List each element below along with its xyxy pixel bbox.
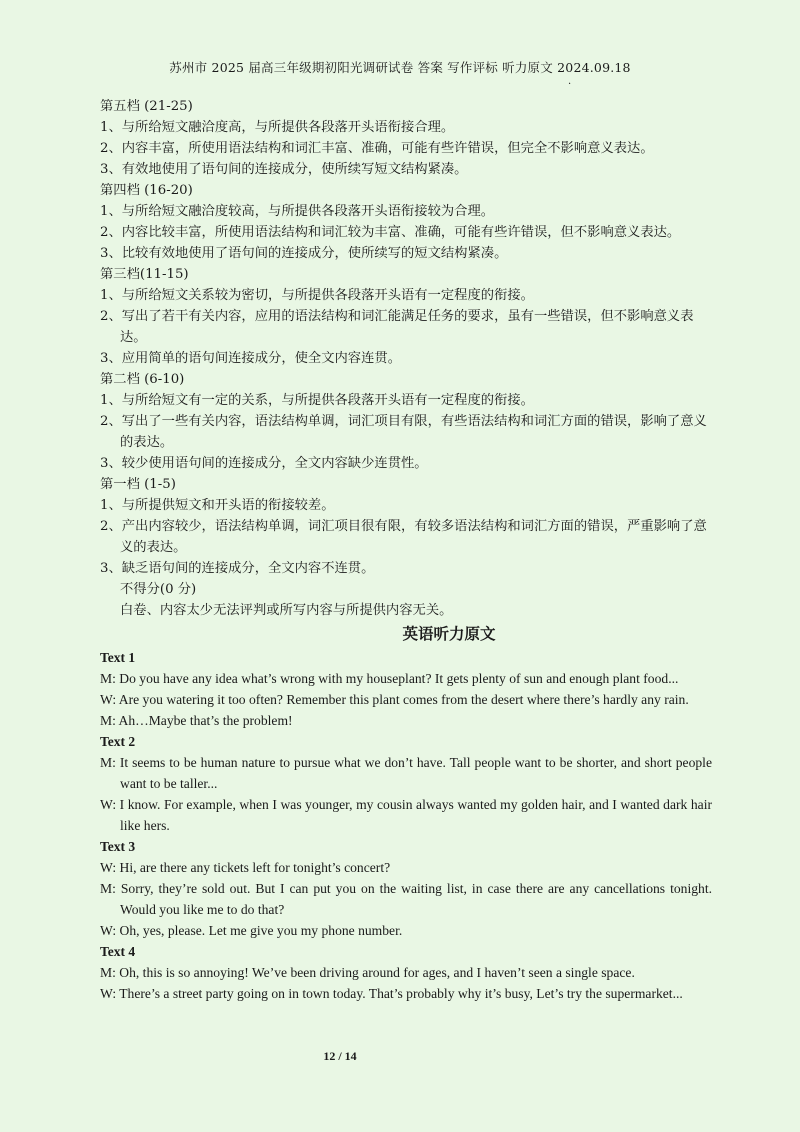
dialogue-line: W: There’s a street party going on in town today. That’s probably why it’s busy, Let’s try the supermarket... (100, 986, 683, 1001)
level1-heading: 第一档 (1-5) (100, 477, 176, 492)
dialogue-line: M: It seems to be human nature to pursue what we don’t have. Tall people want to be shorter, and short people want to be taller... (100, 755, 712, 791)
level4-item: 1、与所给短文融洽度较高，与所提供各段落开头语衔接较为合理。 (100, 204, 495, 219)
level5-item: 1、与所给短文融洽度高，与所提供各段落开头语衔接合理。 (100, 120, 455, 135)
dialogue-line: W: I know. For example, when I was younger, my cousin always wanted my golden hair, and I wanted dark hair like hers. (100, 797, 712, 833)
level5-item: 2、内容丰富，所使用语法结构和词汇丰富、准确，可能有些许错误，但完全不影响意义表达。 (100, 141, 654, 156)
level5-item: 3、有效地使用了语句间的连接成分，使所续写短文结构紧凑。 (100, 162, 468, 177)
text-heading: Text 4 (100, 944, 136, 959)
text-heading: Text 3 (100, 839, 136, 854)
page-content (100, 96, 712, 1004)
dialogue-line: M: Do you have any idea what’s wrong with my houseplant? It gets plenty of sun and enough plant food... (100, 671, 679, 686)
level2-item: 3、较少使用语句间的连接成分，全文内容缺少连贯性。 (100, 456, 428, 471)
listening-text-3 (100, 836, 712, 941)
level3-heading: 第三档(11-15) (100, 267, 189, 282)
level1-item: 3、缺乏语句间的连接成分，全文内容不连贯。 (100, 561, 375, 576)
level4-heading: 第四档 (16-20) (100, 183, 193, 198)
level4-item: 3、比较有效地使用了语句间的连接成分，使所续写的短文结构紧凑。 (100, 246, 508, 261)
dialogue-line: W: Hi, are there any tickets left for tonight’s concert? (100, 860, 391, 875)
level2-item: 2、写出了一些有关内容，语法结构单调，词汇项目有限，有些语法结构和词汇方面的错误，影响了意义的表达。 (100, 414, 707, 450)
level3-item: 1、与所给短文关系较为密切，与所提供各段落开头语有一定程度的衔接。 (100, 288, 534, 303)
level1-item: 2、产出内容较少，语法结构单调，词汇项目很有限，有较多语法结构和词汇方面的错误，严重影响了意义的表达。 (100, 519, 707, 555)
writing-rubric (100, 96, 712, 621)
dialogue-line: M: Ah…Maybe that’s the problem! (100, 713, 293, 728)
level5-heading: 第五档 (21-25) (100, 99, 193, 114)
listening-title: 英语听力原文 (402, 625, 496, 643)
level1-item: 1、与所提供短文和开头语的衔接较差。 (100, 498, 335, 513)
level2-item: 1、与所给短文有一定的关系，与所提供各段落开头语有一定程度的衔接。 (100, 393, 534, 408)
dialogue-line: M: Sorry, they’re sold out. But I can put you on the waiting list, in case there are any cancellations tonight. Would you like me to do that? (100, 881, 712, 917)
level3-item: 3、应用简单的语句间连接成分，使全文内容连贯。 (100, 351, 401, 366)
page-header: 苏州市 2025 届高三年级期初阳光调研试卷 答案 写作评标 听力原文 2024.09.18 (169, 60, 631, 75)
text-heading: Text 2 (100, 734, 136, 749)
listening-text-2 (100, 731, 712, 836)
level3-item: 2、写出了若干有关内容，应用的语法结构和词汇能满足任务的要求，虽有一些错误，但不影响意义表达。 (100, 309, 694, 345)
level2-heading: 第二档 (6-10) (100, 372, 185, 387)
dialogue-line: W: Are you watering it too often? Remember this plant comes from the desert where there’s hardly any rain. (100, 692, 689, 707)
level4-item: 2、内容比较丰富，所使用语法结构和词汇较为丰富、准确，可能有些许错误，但不影响意义表达。 (100, 225, 681, 240)
header-dot: . (568, 76, 572, 87)
zero-desc: 白卷、内容太少无法评判或所写内容与所提供内容无关。 (120, 603, 453, 618)
text-heading: Text 1 (100, 650, 136, 665)
listening-text-4 (100, 941, 712, 1004)
zero-heading: 不得分(0 分) (120, 582, 197, 597)
dialogue-line: M: Oh, this is so annoying! We’ve been driving around for ages, and I haven’t seen a single space. (100, 965, 635, 980)
page-number: 12 / 14 (323, 1049, 357, 1063)
dialogue-line: W: Oh, yes, please. Let me give you my phone number. (100, 923, 403, 938)
listening-text-1 (100, 647, 712, 731)
